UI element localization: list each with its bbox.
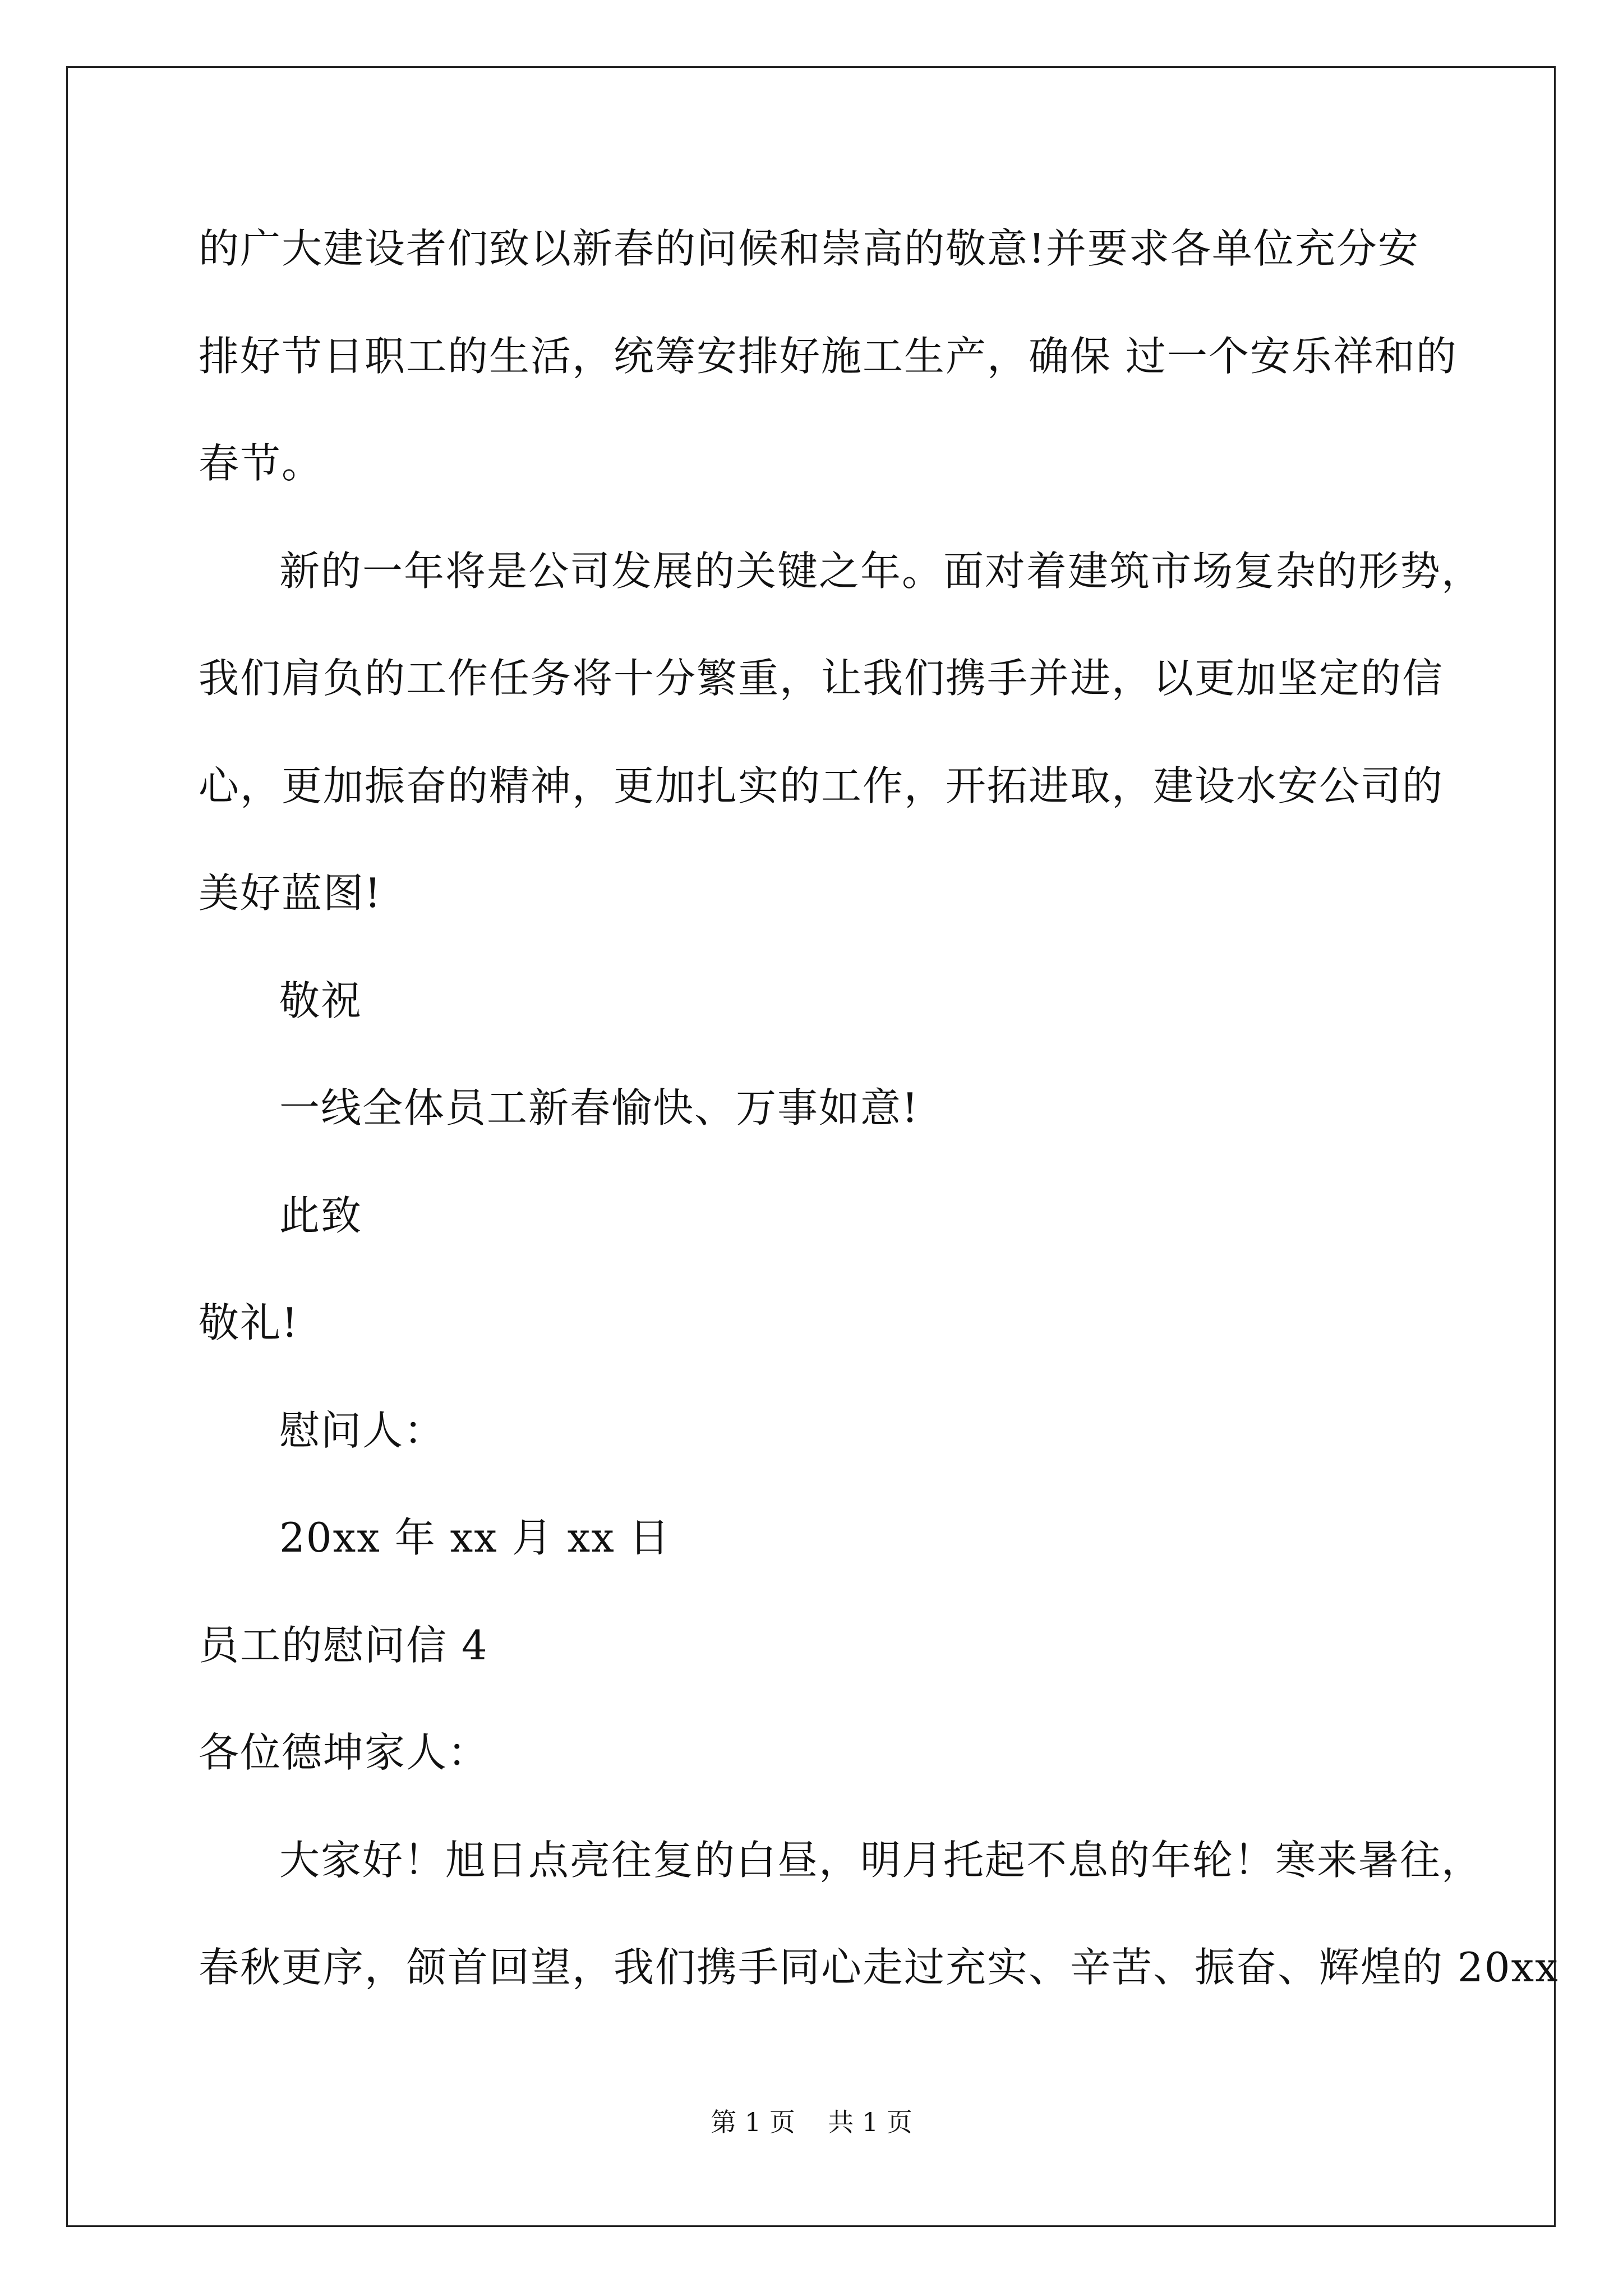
body-line: 排好节日职工的生活，统筹安排好施工生产，确保 过一个安乐祥和的 [199,333,1458,380]
page-number-footer: 第 1 页 共 1 页 [711,2107,912,2137]
paragraph-start-line: 新的一年将是公司发展的关键之年。面对着建筑市场复杂的形势， [279,547,1483,595]
body-line: 春节。 [199,440,324,487]
section-heading: 员工的慰问信 4 [199,1622,488,1669]
signature-line: 慰问人： [279,1407,446,1454]
closing-line: 敬礼! [199,1299,299,1346]
salutation-line: 敬祝 [279,977,363,1024]
paragraph-start-line: 大家好！旭日点亮往复的白昼，明月托起不息的年轮！寒来暑往， [279,1837,1483,1884]
body-line: 我们肩负的工作任务将十分繁重，让我们携手并进，以更加坚定的信 [199,655,1444,702]
page-frame [66,66,1556,2227]
date-line: 20xx 年 xx 月 xx 日 [279,1514,671,1561]
body-line: 的广大建设者们致以新春的问候和崇高的敬意!并要求各单位充分安 [199,225,1419,272]
greeting-line: 一线全体员工新春愉快、万事如意! [279,1084,919,1131]
addressee-line: 各位德坤家人： [199,1729,490,1776]
body-line: 美好蓝图! [199,869,382,917]
body-line: 春秋更序，颌首回望，我们携手同心走过充实、辛苦、振奋、辉煌的 20xx [199,1944,1559,1991]
body-line: 心，更加振奋的精神，更加扎实的工作，开拓进取，建设水安公司的 [199,762,1444,809]
closing-line: 此致 [279,1192,363,1239]
